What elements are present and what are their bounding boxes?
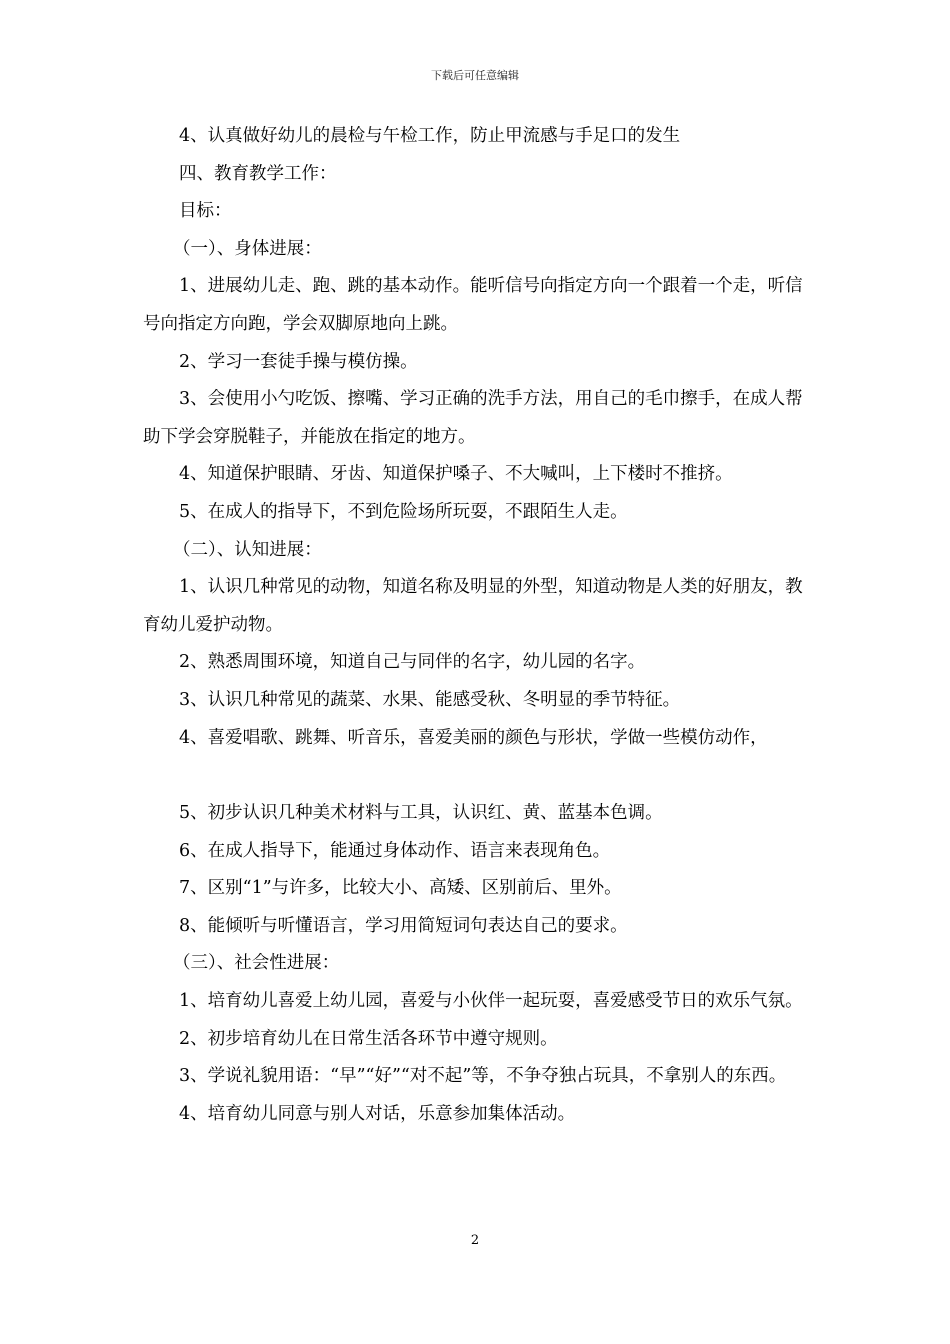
subsection-heading: （二）、认知进展： — [173, 539, 322, 560]
paragraph: 5、在成人的指导下，不到危险场所玩耍，不跟陌生人走。 — [179, 501, 628, 522]
paragraph: 4、喜爱唱歌、跳舞、听音乐，喜爱美丽的颜色与形状，学做一些模仿动作， — [179, 727, 768, 748]
paragraph: 3、学说礼貌用语：“早”“好”“对不起”等，不争夺独占玩具，不拿别人的东西。 — [179, 1066, 787, 1087]
paragraph: 4、培育幼儿同意与别人对话，乐意参加集体活动。 — [179, 1103, 576, 1124]
section-heading: 四、教育教学工作： — [179, 163, 337, 184]
paragraph: 7、区别“1”与许多，比较大小、高矮、区别前后、里外。 — [179, 878, 622, 899]
subsection-heading: （三）、社会性进展： — [173, 953, 340, 974]
paragraph: 1、培育幼儿喜爱上幼儿园，喜爱与小伙伴一起玩耍，喜爱感受节日的欢乐气氛。 — [179, 991, 803, 1012]
page-header: 下载后可任意编辑 — [431, 69, 519, 82]
paragraph: 2、初步培育幼儿在日常生活各环节中遵守规则。 — [179, 1028, 558, 1049]
paragraph: 4、认真做好幼儿的晨检与午检工作，防止甲流感与手足口的发生 — [179, 126, 681, 146]
paragraph: 目标： — [179, 201, 232, 222]
subsection-heading: （一）、身体进展： — [173, 238, 322, 259]
paragraph: 2、学习一套徒手操与模仿操。 — [179, 351, 418, 372]
paragraph: 3、会使用小勺吃饭、擦嘴、学习正确的洗手方法，用自己的毛巾擦手，在成人帮助下学会穿脱鞋子，并能放在指定的地方。 — [143, 389, 803, 447]
paragraph: 4、知道保护眼睛、牙齿、知道保护嗓子、不大喊叫，上下楼时不推挤。 — [179, 464, 733, 485]
paragraph: 1、进展幼儿走、跑、跳的基本动作。能听信号向指定方向一个跟着一个走，听信号向指定方向跑，学会双脚原地向上跳。 — [143, 276, 803, 334]
paragraph: 3、认识几种常见的蔬菜、水果、能感受秋、冬明显的季节特征。 — [179, 689, 681, 710]
paragraph: 6、在成人指导下，能通过身体动作、语言来表现角色。 — [179, 840, 611, 861]
paragraph: 8、能倾听与听懂语言，学习用简短词句表达自己的要求。 — [179, 915, 628, 936]
paragraph: 1、认识几种常见的动物，知道名称及明显的外型，知道动物是人类的好朋友，教育幼儿爱护动物。 — [143, 577, 803, 635]
document-body — [143, 118, 808, 1133]
blank-line — [143, 757, 808, 795]
paragraph: 5、初步认识几种美术材料与工具，认识红、黄、蓝基本色调。 — [179, 803, 663, 824]
page-number: 2 — [470, 1233, 480, 1248]
paragraph: 2、熟悉周围环境，知道自己与同伴的名字，幼儿园的名字。 — [179, 652, 646, 673]
